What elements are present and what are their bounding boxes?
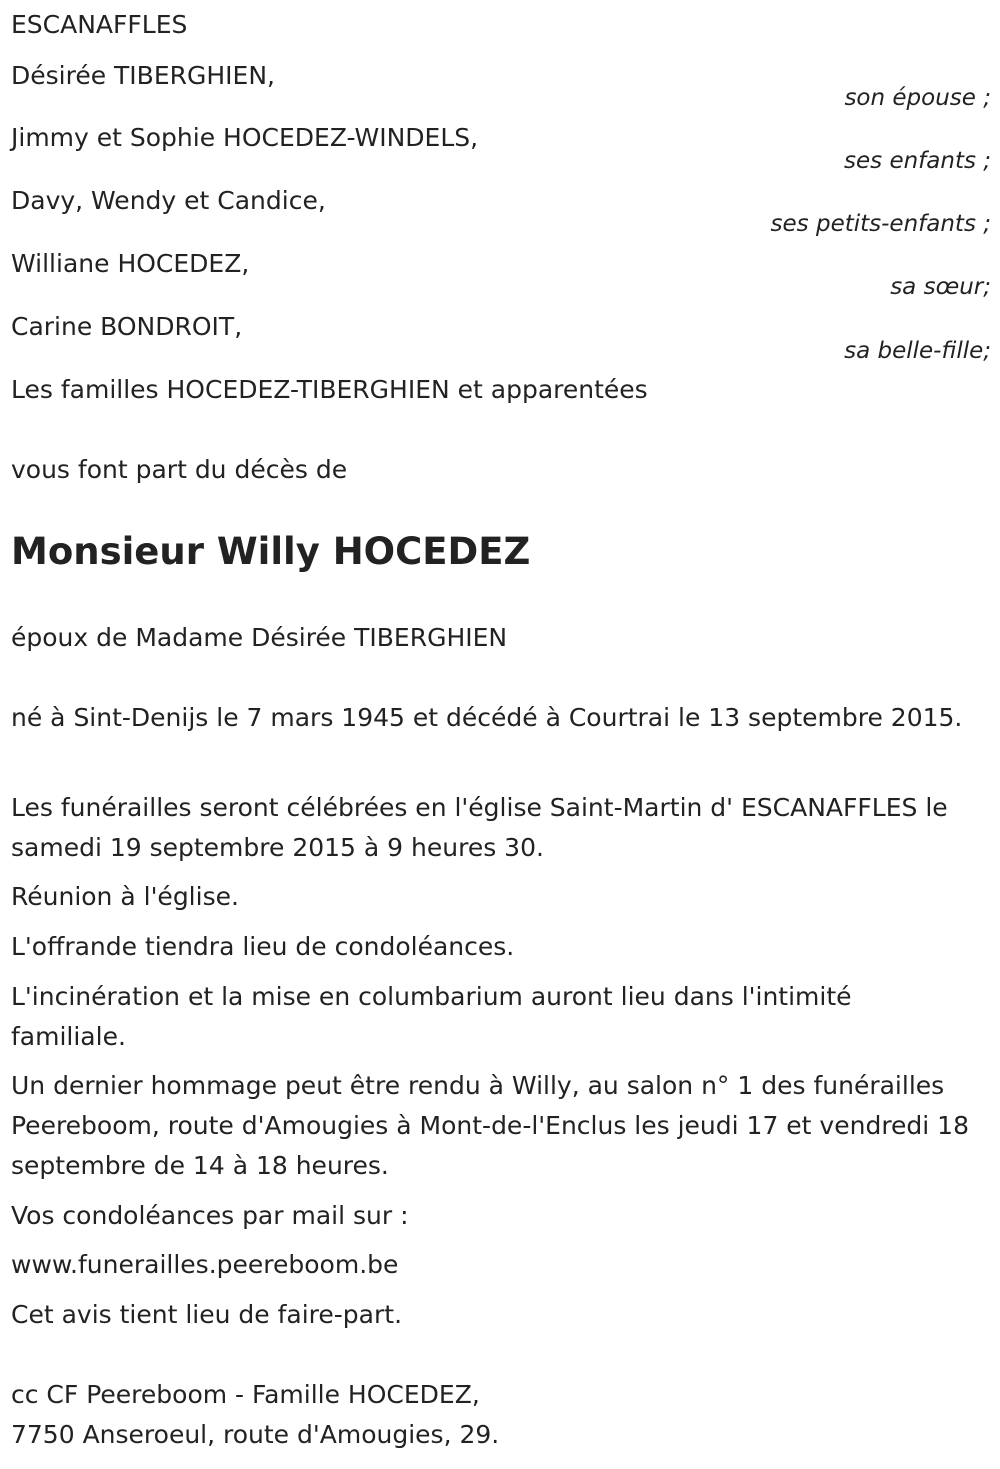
funeral-ceremony: Les funérailles seront célébrées en l'église Saint-Martin d' ESCANAFFLES le samedi 19 septembre 2015 à 9 heures 30. [11,793,948,862]
family-member-name: Désirée TIBERGHIEN, [11,61,275,90]
homage-info: Un dernier hommage peut être rendu à Willy, au salon n° 1 des funérailles Peereboom, route d'Amougies à Mont-de-l'Enclus les jeudi 17 et vendredi 18 septembre de 14 à 18 heures. [11,1071,969,1180]
deceased-name: Monsieur Willy HOCEDEZ [11,530,531,573]
spouse-line: époux de Madame Désirée TIBERGHIEN [11,623,508,652]
place-heading: ESCANAFFLES [11,10,188,39]
family-member-name: Jimmy et Sophie HOCEDEZ-WINDELS, [11,123,479,152]
families-line: Les familles HOCEDEZ-TIBERGHIEN et apparentées [11,375,648,404]
birth-death-dates: né à Sint-Denijs le 7 mars 1945 et décédé à Courtrai le 13 septembre 2015. [11,703,963,732]
cremation-info: L'incinération et la mise en columbarium auront lieu dans l'intimité familiale. [11,982,852,1051]
notice-statement: Cet avis tient lieu de faire-part. [11,1300,403,1329]
family-member-relation: sa sœur; [890,274,991,300]
footer-line: 7750 Anseroeul, route d'Amougies, 29. [11,1420,500,1449]
family-member-relation: son épouse ; [844,85,991,111]
family-member-name: Williane HOCEDEZ, [11,249,250,278]
condolences-website-link[interactable]: www.funerailles.peereboom.be [11,1250,399,1279]
meeting-info: Réunion à l'église. [11,882,239,911]
footer-line: cc CF Peereboom - Famille HOCEDEZ, [11,1380,480,1409]
family-member-name: Carine BONDROIT, [11,312,243,341]
condolences-label: Vos condoléances par mail sur : [11,1201,409,1230]
family-member-relation: ses enfants ; [844,148,991,174]
offering-info: L'offrande tiendra lieu de condoléances. [11,932,515,961]
family-member-relation: sa belle-fille; [844,338,991,364]
family-member-name: Davy, Wendy et Candice, [11,186,326,215]
announcement: vous font part du décès de [11,455,348,484]
family-member-relation: ses petits-enfants ; [770,211,991,237]
